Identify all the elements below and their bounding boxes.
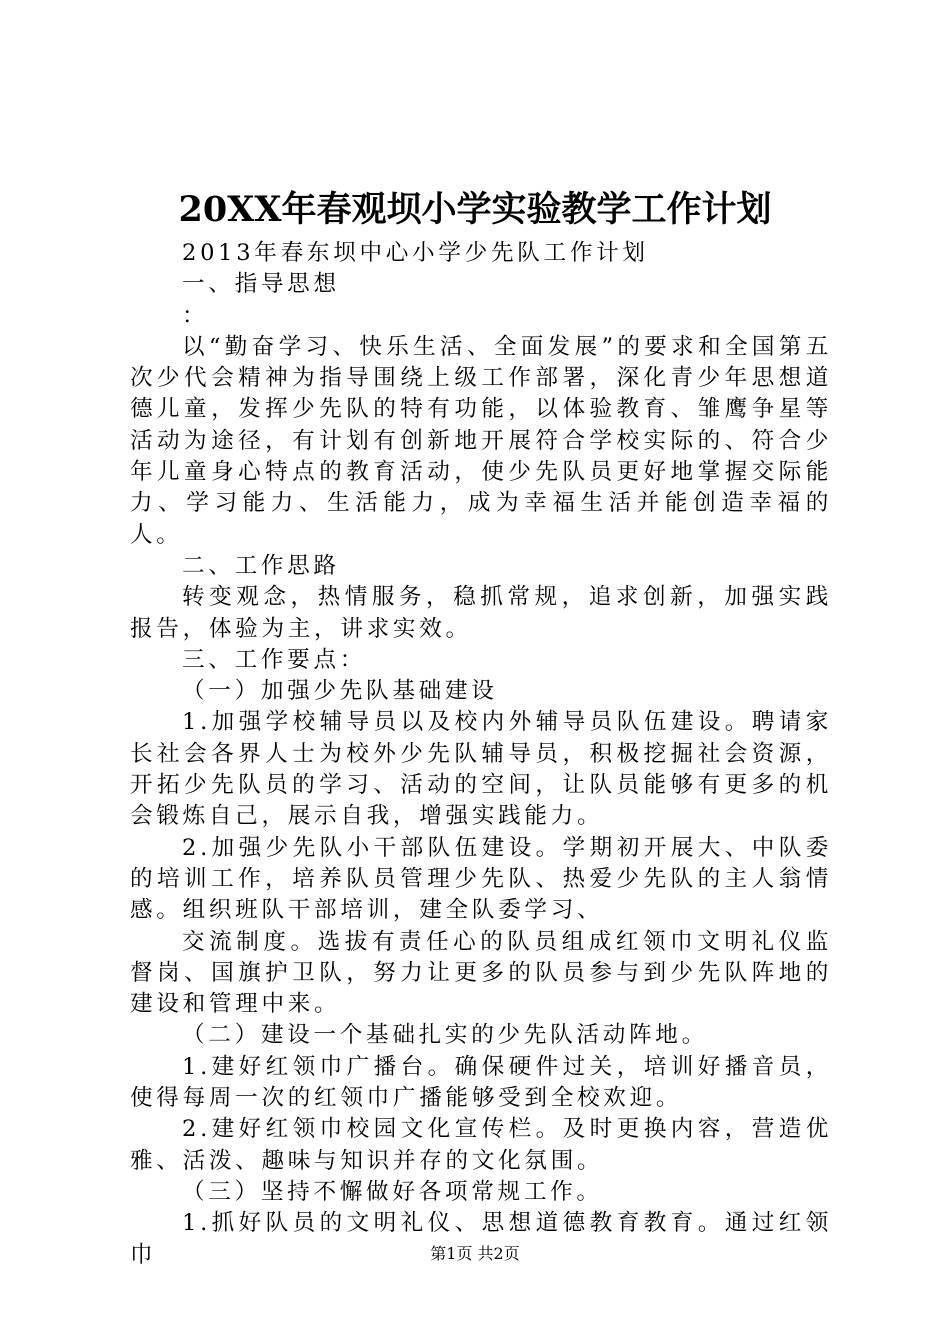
paragraph-item-2-2: 2.建好红领巾校园文化宣传栏。及时更换内容，营造优雅、活泼、趣味与知识并存的文化氛围。 <box>130 1116 832 1174</box>
paragraph-item-3-1: 1.抓好队员的文明礼仪、思想道德教育教育。通过红领巾 <box>130 1210 832 1268</box>
subsection-heading-2: （二）建设一个基础扎实的少先队活动阵地。 <box>182 1022 708 1049</box>
document-body <box>130 238 832 1271</box>
section-heading-work-ideas: 二、工作思路 <box>182 552 340 579</box>
page-footer: 第1页 共2页 <box>430 1244 520 1263</box>
paragraph-item-1-1: 1.加强学校辅导员以及校内外辅导员队伍建设。聘请家长社会各界人士为校外少先队辅导员，积极挖掘社会资源，开拓少先队员的学习、活动的空间，让队员能够有更多的机会锻炼自己，展示自我，增强实践能力。 <box>130 709 832 830</box>
paragraph-item-1-2-cont: 交流制度。选拔有责任心的队员组成红领巾文明礼仪监督岗、国旗护卫队，努力让更多的队员参与到少先队阵地的建设和管理中来。 <box>130 928 832 1018</box>
subsection-heading-1: （一）加强少先队基础建设 <box>182 678 498 705</box>
paragraph-item-1-2: 2.加强少先队小干部队伍建设。学期初开展大、中队委的培训工作，培养队员管理少先队、热爱少先队的主人翁情感。组织班队干部培训，建全队委学习、 <box>130 834 832 924</box>
paragraph-colon: ： <box>182 302 209 329</box>
paragraph-item-2-1: 1.建好红领巾广播台。确保硬件过关，培训好播音员，使得每周一次的红领巾广播能够受到全校欢迎。 <box>130 1053 832 1112</box>
subsection-heading-3: （三）坚持不懈做好各项常规工作。 <box>182 1178 603 1205</box>
paragraph-guiding-thought: 以“勤奋学习、快乐生活、全面发展”的要求和全国第五次少代会精神为指导围绕上级工作部署，深化青少年思想道德儿童，发挥少先队的特有功能，以体验教育、雏鹰争星等活动为途径，有计划有创新地开展符合学校实际的、符合少年儿童身心特点的教育活动，使少先队员更好地掌握交际能力、学习能力、生活能力，成为幸福生活并能创造幸福的人。 <box>130 333 832 548</box>
paragraph-subtitle: 2013年春东坝中心小学少先队工作计划 <box>182 240 649 266</box>
section-heading-key-points: 三、工作要点： <box>182 646 367 673</box>
section-heading-guiding-thought: 一、指导思想 <box>182 271 340 298</box>
paragraph-work-ideas: 转变观念，热情服务，稳抓常规，追求创新，加强实践报告，体验为主，讲求实效。 <box>130 584 832 642</box>
document-title: 20XX年春观坝小学实验教学工作计划 <box>178 189 772 230</box>
